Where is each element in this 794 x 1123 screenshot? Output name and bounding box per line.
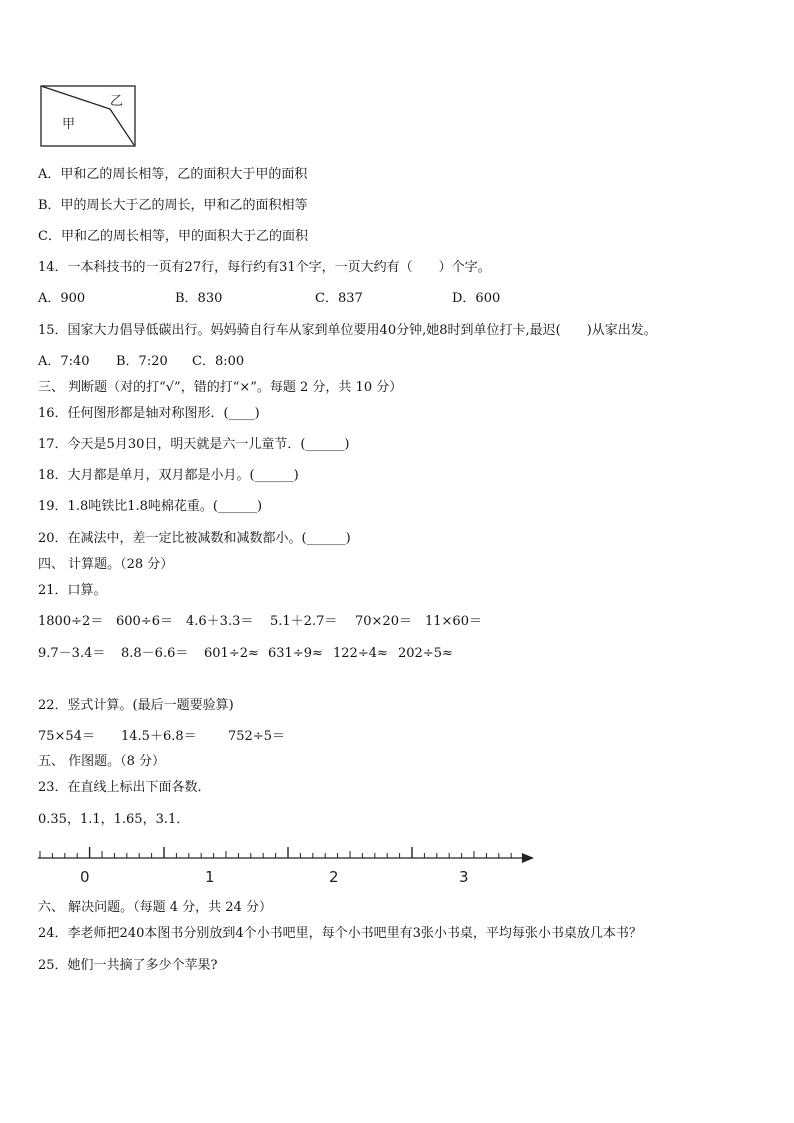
q23-stem: 23．在直线上标出下面各数． bbox=[38, 780, 211, 795]
q21-item: 122÷4≈ bbox=[333, 646, 388, 661]
q21-item: 70×20＝ bbox=[355, 614, 412, 629]
q14-option-b: B．830 bbox=[175, 291, 223, 306]
q14-option-c: C．837 bbox=[315, 291, 363, 306]
q22-item: 752÷5＝ bbox=[228, 729, 285, 744]
q21-item: 600÷6＝ bbox=[116, 614, 173, 629]
q22-item: 75×54＝ bbox=[38, 729, 95, 744]
q21-stem: 21．口算。 bbox=[38, 583, 107, 598]
q19: 19．1.8吨铁比1.8吨棉花重。(______) bbox=[38, 499, 263, 514]
q21-item: 5.1＋2.7＝ bbox=[270, 614, 338, 629]
figure-label-jia: 甲 bbox=[62, 117, 76, 132]
figure-label-yi: 乙 bbox=[110, 94, 124, 109]
section-3-heading: 三、 判断题（对的打“√”，错的打“×”。每题 2 分，共 10 分） bbox=[38, 380, 403, 395]
q20: 20．在减法中，差一定比被减数和减数都小。(______) bbox=[38, 531, 351, 546]
q21-item: 4.6＋3.3＝ bbox=[186, 614, 254, 629]
section-6-heading: 六、 解决问题。（每题 4 分，共 24 分） bbox=[38, 900, 272, 915]
axis-label-2: 2 bbox=[329, 868, 339, 886]
q15-option-c: C．8:00 bbox=[192, 354, 245, 369]
q21-item: 8.8－6.6＝ bbox=[121, 646, 189, 661]
number-line-arrow bbox=[522, 853, 534, 863]
q15-stem: 15．国家大力倡导低碳出行。妈妈骑自行车从家到单位要用40分钟,她8时到单位打卡,最迟( )从家出发。 bbox=[38, 323, 657, 338]
q13-figure bbox=[40, 85, 136, 147]
q22-item: 14.5＋6.8＝ bbox=[121, 729, 197, 744]
q13-option-b: B．甲的周长大于乙的周长，甲和乙的面积相等 bbox=[38, 198, 308, 213]
q21-item: 202÷5≈ bbox=[398, 646, 453, 661]
section-4-heading: 四、 计算题。（28 分） bbox=[38, 557, 174, 572]
q14-option-d: D．600 bbox=[452, 291, 501, 306]
section-5-heading: 五、 作图题。（8 分） bbox=[38, 754, 166, 769]
number-line bbox=[0, 840, 560, 890]
axis-label-3: 3 bbox=[459, 868, 469, 886]
q15-option-a: A．7:40 bbox=[38, 354, 90, 369]
q14-stem: 14．一本科技书的一页有27行，每行约有31个字，一页大约有（ ）个字。 bbox=[38, 260, 491, 275]
q22-stem: 22．竖式计算。(最后一题要验算) bbox=[38, 698, 234, 713]
q21-item: 1800÷2＝ bbox=[38, 614, 104, 629]
axis-label-1: 1 bbox=[205, 868, 215, 886]
q13-option-a: A．甲和乙的周长相等，乙的面积大于甲的面积 bbox=[38, 167, 308, 182]
q13-option-c: C．甲和乙的周长相等，甲的面积大于乙的面积 bbox=[38, 229, 308, 244]
q17: 17．今天是5月30日，明天就是六一儿童节．(______) bbox=[38, 437, 350, 452]
q24: 24．李老师把240本图书分别放到4个小书吧里，每个小书吧里有3张小书桌，平均每张小书桌放几本书？ bbox=[38, 926, 642, 941]
q23-numbers: 0.35，1.1，1.65，3.1． bbox=[38, 812, 190, 827]
q14-option-a: A．900 bbox=[38, 291, 86, 306]
q21-item: 631÷9≈ bbox=[268, 646, 323, 661]
q16: 16．任何图形都是轴对称图形．(____) bbox=[38, 406, 260, 421]
q15-option-b: B．7:20 bbox=[116, 354, 168, 369]
q18: 18．大月都是单月，双月都是小月。(______) bbox=[38, 468, 299, 483]
q21-item: 11×60＝ bbox=[425, 614, 482, 629]
q21-item: 601÷2≈ bbox=[204, 646, 259, 661]
axis-label-0: 0 bbox=[80, 868, 90, 886]
q21-item: 9.7－3.4＝ bbox=[38, 646, 106, 661]
q25: 25．她们一共摘了多少个苹果? bbox=[38, 958, 218, 973]
